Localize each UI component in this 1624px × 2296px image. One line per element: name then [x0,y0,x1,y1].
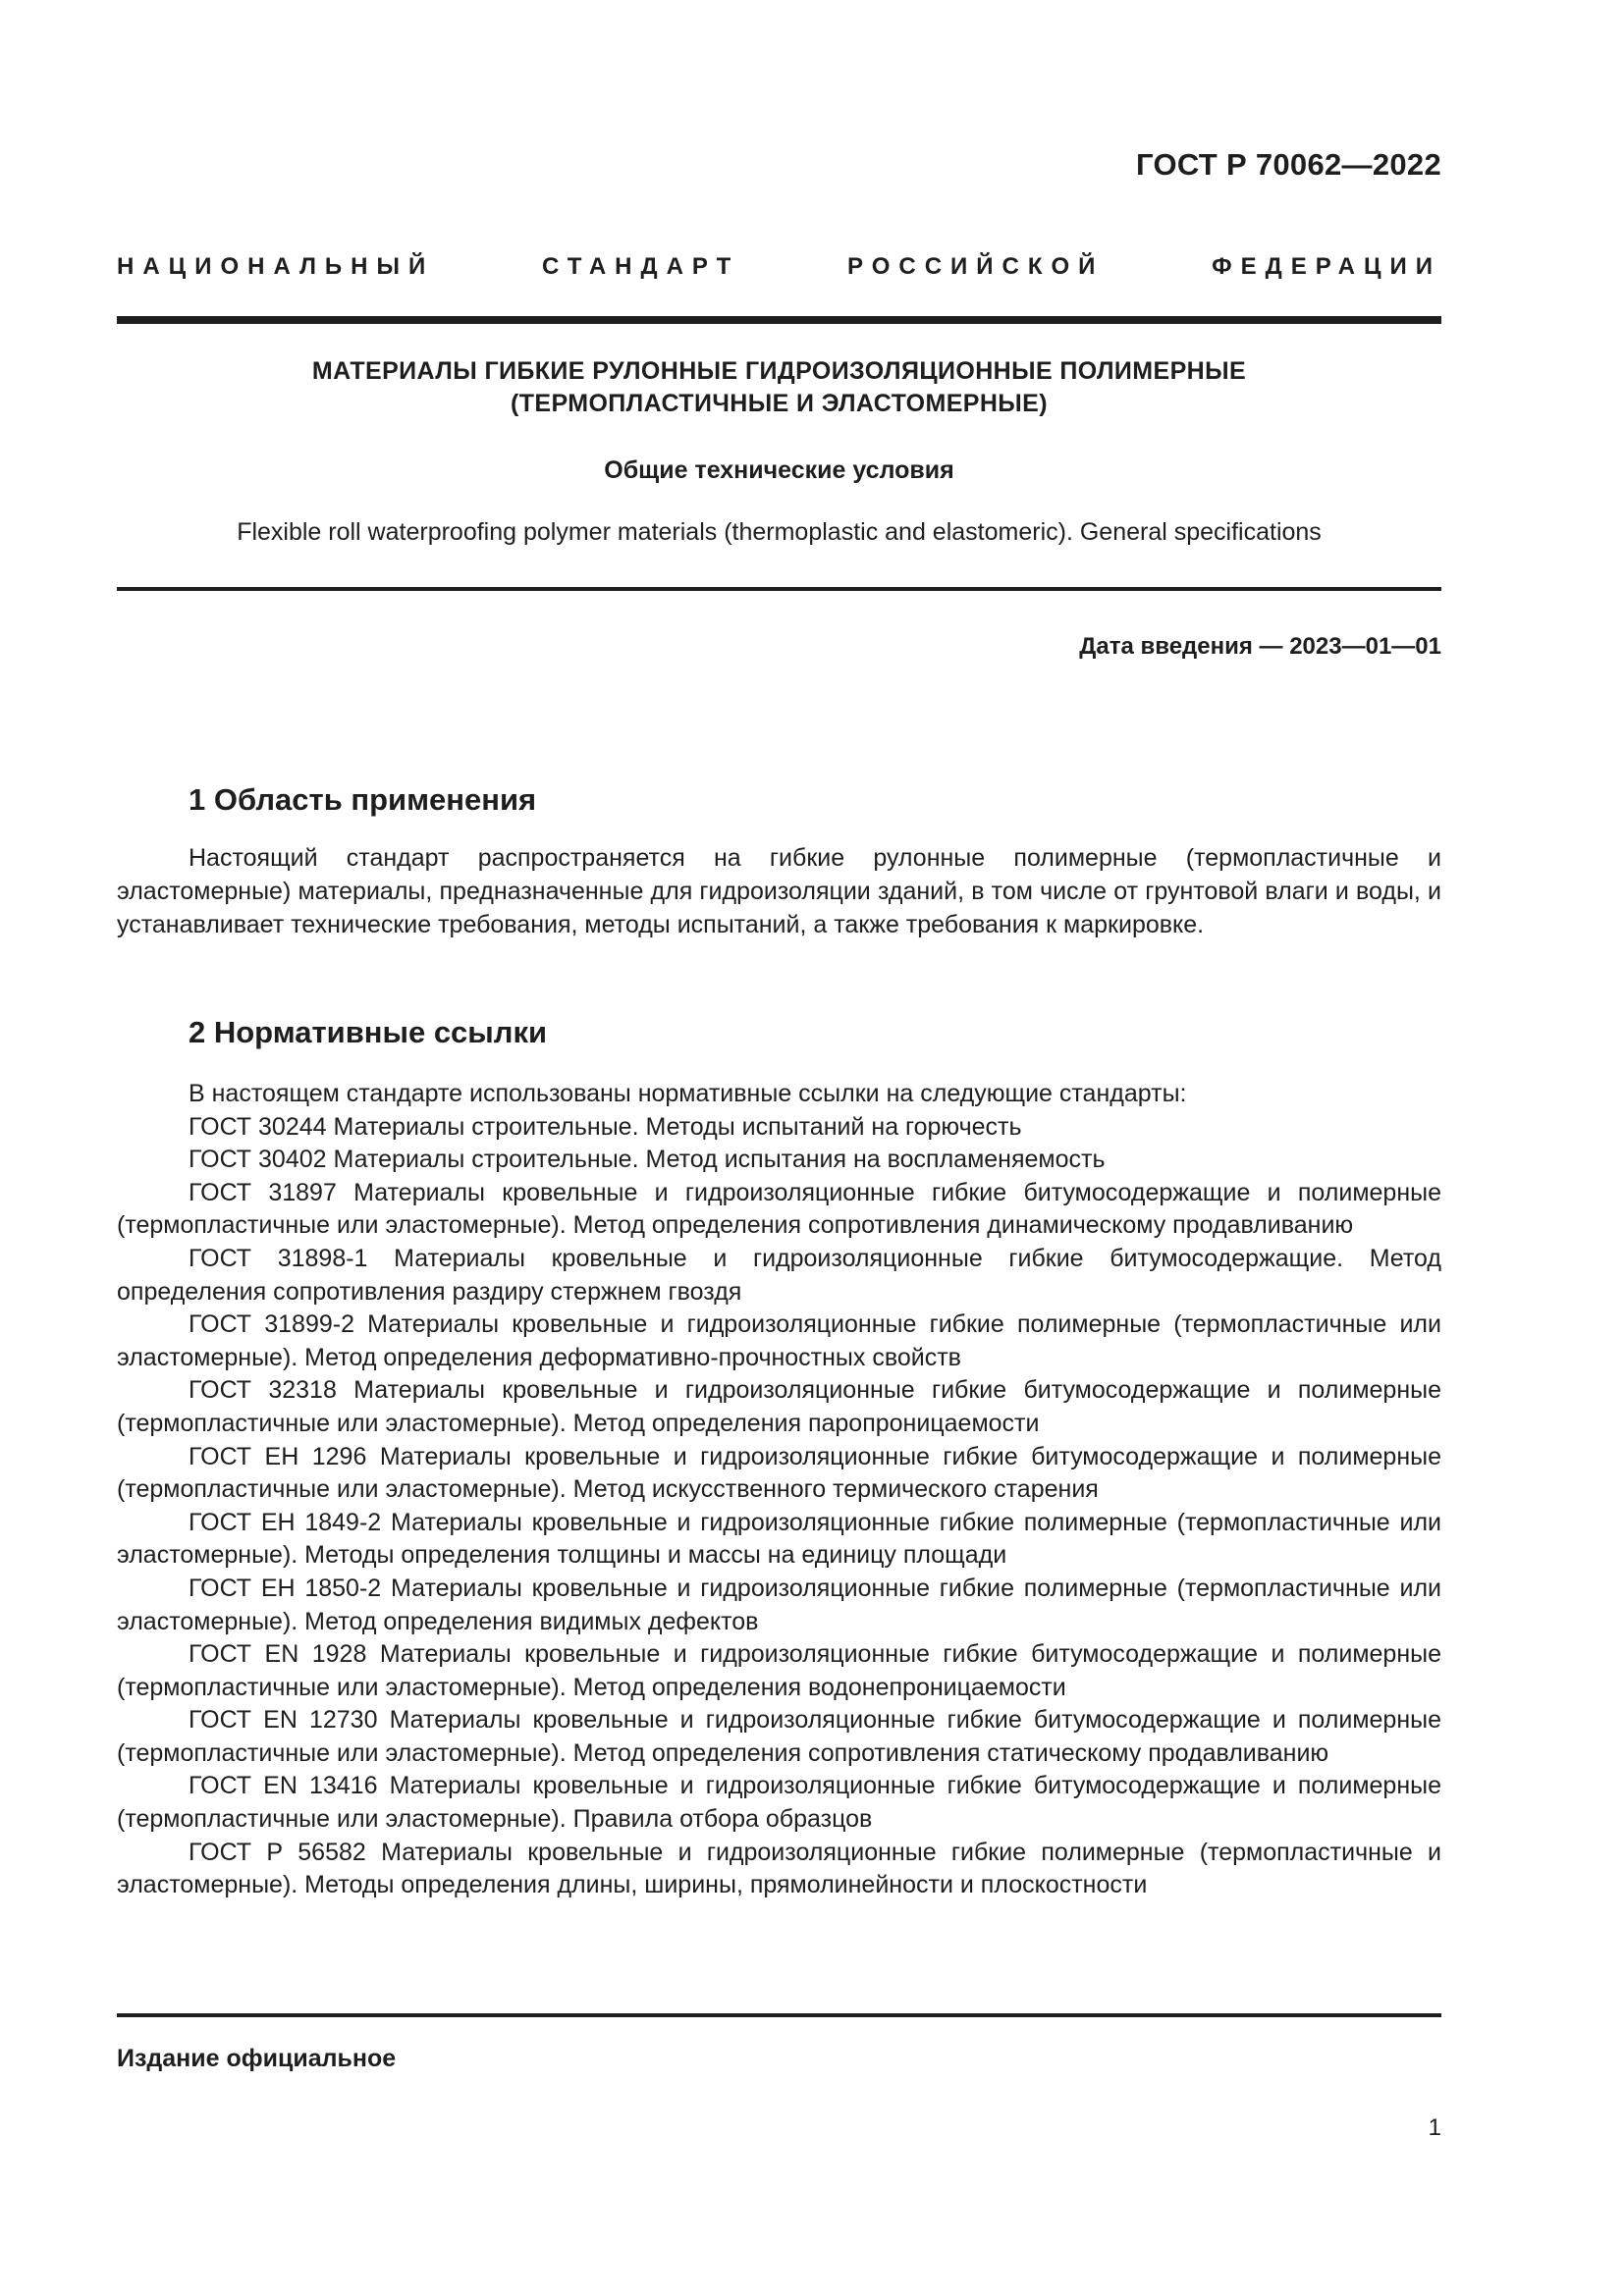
title-line-2: (ТЕРМОПЛАСТИЧНЫЕ И ЭЛАСТОМЕРНЫЕ) [511,390,1048,417]
reference-item [117,1144,1441,1177]
reference-item [117,1308,1441,1374]
reference-code: ГОСТ 31898-1 [189,1244,368,1272]
reference-code: ГОСТ EN 1928 [189,1640,367,1669]
reference-code: ГОСТ 30244 [189,1112,327,1141]
reference-item [117,1638,1441,1704]
reference-code: ГОСТ ЕН 1296 [189,1442,367,1470]
official-edition-label: Издание официальное [117,2045,397,2072]
reference-title: Материалы кровельные и гидроизоляционные гибкие битумосодержащие и полимерные (термопластичные или эластомерные). Метод определения сопротивления статическому продавливанию [117,1706,1442,1767]
scope-paragraph: Настоящий стандарт распространяется на гибкие рулонные полимерные (термопластичные и эластомерные) материалы, предназначенные для гидроизоляции зданий, в том числе от грунтовой влаги и воды, и устанавливает технические требования, методы испытаний, а также требования к маркировке. [117,844,1441,938]
title-rule [117,587,1441,591]
reference-code: ГОСТ 32318 [189,1376,337,1405]
reference-item [117,1111,1441,1145]
reference-title: Материалы кровельные и гидроизоляционные гибкие полимерные (термопластичные и эластомерные). Методы определения длины, ширины, прямолинейности и плоскостности [117,1838,1442,1899]
page-number: 1 [1428,2114,1441,2141]
reference-item [117,1704,1441,1770]
reference-code: ГОСТ ЕН 1849-2 [189,1508,382,1536]
title-line-1: МАТЕРИАЛЫ ГИБКИЕ РУЛОННЫЕ ГИДРОИЗОЛЯЦИОННЫЕ ПОЛИМЕРНЫЕ [311,357,1247,385]
reference-title: Материалы кровельные и гидроизоляционные гибкие битумосодержащие и полимерные (термопластичные или эластомерные). Метод определения водонепроницаемости [117,1640,1442,1701]
english-title: Flexible roll waterproofing polymer materials (thermoplastic and elastomeric). General specifications [237,518,1322,546]
section-heading-references: 2 Нормативные ссылки [189,1015,548,1049]
footer-rule [117,2013,1441,2017]
reference-code: ГОСТ Р 56582 [189,1838,366,1866]
reference-code: ГОСТ 30402 [189,1146,327,1174]
reference-item [117,1507,1441,1573]
reference-item [117,1770,1441,1836]
reference-title: Материалы кровельные и гидроизоляционные гибкие битумосодержащие и полимерные (термопластичные или эластомерные). Метод определения паропроницаемости [117,1376,1441,1437]
reference-item [117,1243,1441,1308]
reference-code: ГОСТ 31899-2 [189,1310,354,1339]
reference-code: ГОСТ 31897 [189,1178,337,1206]
reference-item [117,1837,1441,1902]
document-title [117,355,1441,420]
reference-code: ГОСТ EN 12730 [189,1706,378,1735]
introduction-date: Дата введения — 2023—01—01 [1079,633,1441,660]
reference-item [117,1441,1441,1507]
reference-item [117,1374,1441,1440]
reference-code: ГОСТ EN 13416 [189,1772,378,1800]
reference-title: Материалы кровельные и гидроизоляционные гибкие битумосодержащие и полимерные (термопластичные или эластомерные). Правила отбора образцов [117,1772,1442,1834]
national-standard-banner: НАЦИОНАЛЬНЫЙ СТАНДАРТ РОССИЙСКОЙ ФЕДЕРАЦИИ [117,253,1441,280]
reference-code: ГОСТ ЕН 1850-2 [189,1574,382,1602]
reference-title: Материалы кровельные и гидроизоляционные гибкие полимерные (термопластичные или эластомерные). Методы определения толщины и массы на единицу площади [117,1508,1441,1570]
reference-list [117,1078,1441,1902]
header-rule [117,316,1441,324]
reference-title: Материалы кровельные и гидроизоляционные гибкие битумосодержащие и полимерные (термопластичные или эластомерные). Метод искусственного термического старения [117,1442,1442,1504]
reference-item [117,1177,1441,1243]
reference-title: Материалы кровельные и гидроизоляционные гибкие полимерные (термопластичные или эластомерные). Метод определения видимых дефектов [117,1574,1441,1635]
gost-number: ГОСТ Р 70062—2022 [1136,147,1441,182]
document-subtitle: Общие технические условия [604,456,954,484]
reference-intro: В настоящем стандарте использованы нормативные ссылки на следующие стандарты: [189,1080,1187,1107]
reference-item [117,1573,1441,1638]
reference-title: Материалы строительные. Метод испытания на воспламеняемость [333,1146,1106,1174]
reference-title: Материалы кровельные и гидроизоляционные гибкие битумосодержащие. Метод определения сопротивления раздиру стержнем гвоздя [117,1244,1441,1306]
section-heading-scope: 1 Область применения [189,782,537,817]
reference-title: Материалы кровельные и гидроизоляционные гибкие битумосодержащие и полимерные (термопластичные или эластомерные). Метод определения сопротивления динамическому продавливанию [117,1178,1441,1240]
reference-title: Материалы строительные. Методы испытаний на горючесть [333,1112,1022,1141]
reference-title: Материалы кровельные и гидроизоляционные гибкие полимерные (термопластичные или эластомерные). Метод определения деформативно-прочностных свойств [117,1310,1441,1371]
